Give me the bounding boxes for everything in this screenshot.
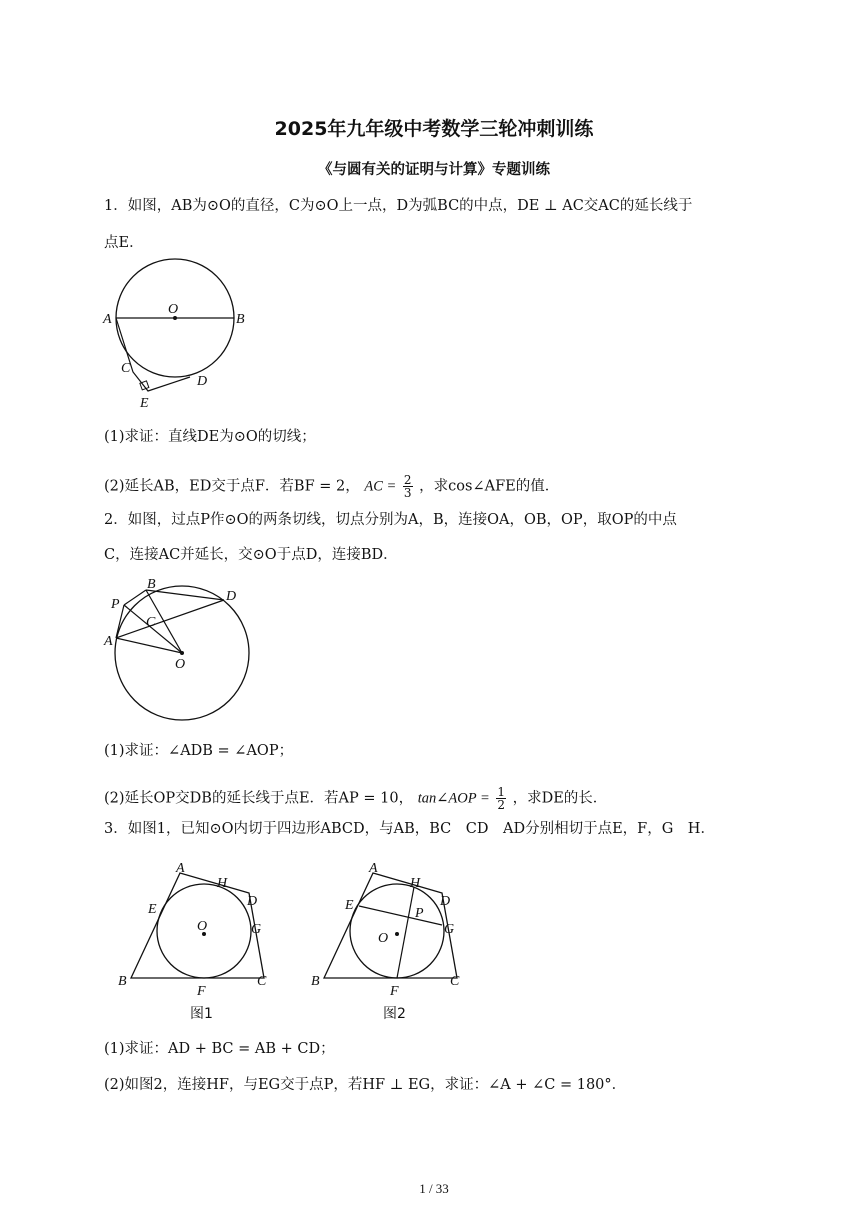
- label-f: F: [390, 984, 399, 999]
- label-b: B: [236, 312, 245, 327]
- problem-3-question-1: (1)求证：AD + BC = AB + CD；: [104, 1041, 335, 1057]
- problem-2-question-1: (1)求证：∠ADB = ∠AOP；: [104, 743, 294, 759]
- label-f: F: [197, 984, 206, 999]
- page-subtitle: 《与圆有关的证明与计算》专题训练: [318, 162, 550, 178]
- fraction: $\frac{1}{2}$: [497, 785, 505, 812]
- page-number: 1 / 33: [419, 1181, 449, 1196]
- label-p: P: [415, 906, 424, 921]
- label-e: E: [148, 902, 157, 917]
- problem-1-line-2: 点E．: [104, 235, 144, 251]
- label-a: A: [104, 634, 113, 649]
- label-o: O: [197, 919, 208, 934]
- label-c: C: [146, 615, 156, 630]
- problem-2-line-1: 2．如图，过点P作⊙O的两条切线，切点分别为A，B，连接OA，OB，OP，取OP的中点: [104, 512, 677, 528]
- caption-figure-2: 图2: [383, 1006, 406, 1022]
- label-b: B: [118, 974, 127, 989]
- label-g: G: [251, 922, 262, 937]
- label-d: D: [247, 894, 258, 909]
- fraction: $\frac{2}{3}$: [403, 473, 412, 500]
- problem-3-question-2: (2)如图2，连接HF，与EG交于点P，若HF ⊥ EG，求证：∠A + ∠C = 180°．: [104, 1077, 627, 1093]
- label-c: C: [257, 974, 267, 989]
- caption-figure-1: 图1: [190, 1006, 213, 1022]
- label-o: O: [168, 302, 179, 317]
- label-b: B: [311, 974, 320, 989]
- label-d: D: [226, 589, 237, 604]
- problem-1-line-1: 1．如图，AB为⊙O的直径，C为⊙O上一点，D为弧BC的中点，DE ⊥ AC交AC的延长线于: [104, 198, 693, 214]
- page-title: 2025年九年级中考数学三轮冲刺训练: [274, 118, 594, 140]
- label-c: C: [450, 974, 460, 989]
- label-o: O: [175, 657, 186, 672]
- label-e: E: [140, 396, 149, 411]
- label-o: O: [378, 931, 389, 946]
- problem-2-line-2: C，连接AC并延长，交⊙O于点D，连接BD．: [104, 547, 398, 563]
- label-e: E: [345, 898, 354, 913]
- label-d: D: [197, 374, 208, 389]
- problem-1-question-1: (1)求证：直线DE为⊙O的切线；: [104, 429, 316, 445]
- label-a: A: [176, 861, 185, 876]
- label-a: A: [103, 312, 112, 327]
- label-h: H: [410, 876, 421, 891]
- label-d: D: [440, 894, 451, 909]
- label-g: G: [444, 922, 455, 937]
- label-h: H: [217, 876, 228, 891]
- label-p: P: [111, 597, 120, 612]
- problem-3-line-1: 3．如图1，已知⊙O内切于四边形ABCD，与AB，BC CD AD分别相切于点E，F，G H．: [104, 821, 715, 837]
- label-c: C: [121, 361, 131, 376]
- label-a: A: [369, 861, 378, 876]
- problem-1-question-2: (2)延长AB，ED交于点F．若BF = 2， AC = $\frac{2}{3}$ ，求cos∠AFE的值．: [104, 473, 560, 500]
- label-b: B: [147, 577, 156, 592]
- problem-2-question-2: (2)延长OP交DB的延长线于点E．若AP = 10， tan∠AOP = $\frac{1}{2}$ ，求DE的长．: [104, 785, 608, 812]
